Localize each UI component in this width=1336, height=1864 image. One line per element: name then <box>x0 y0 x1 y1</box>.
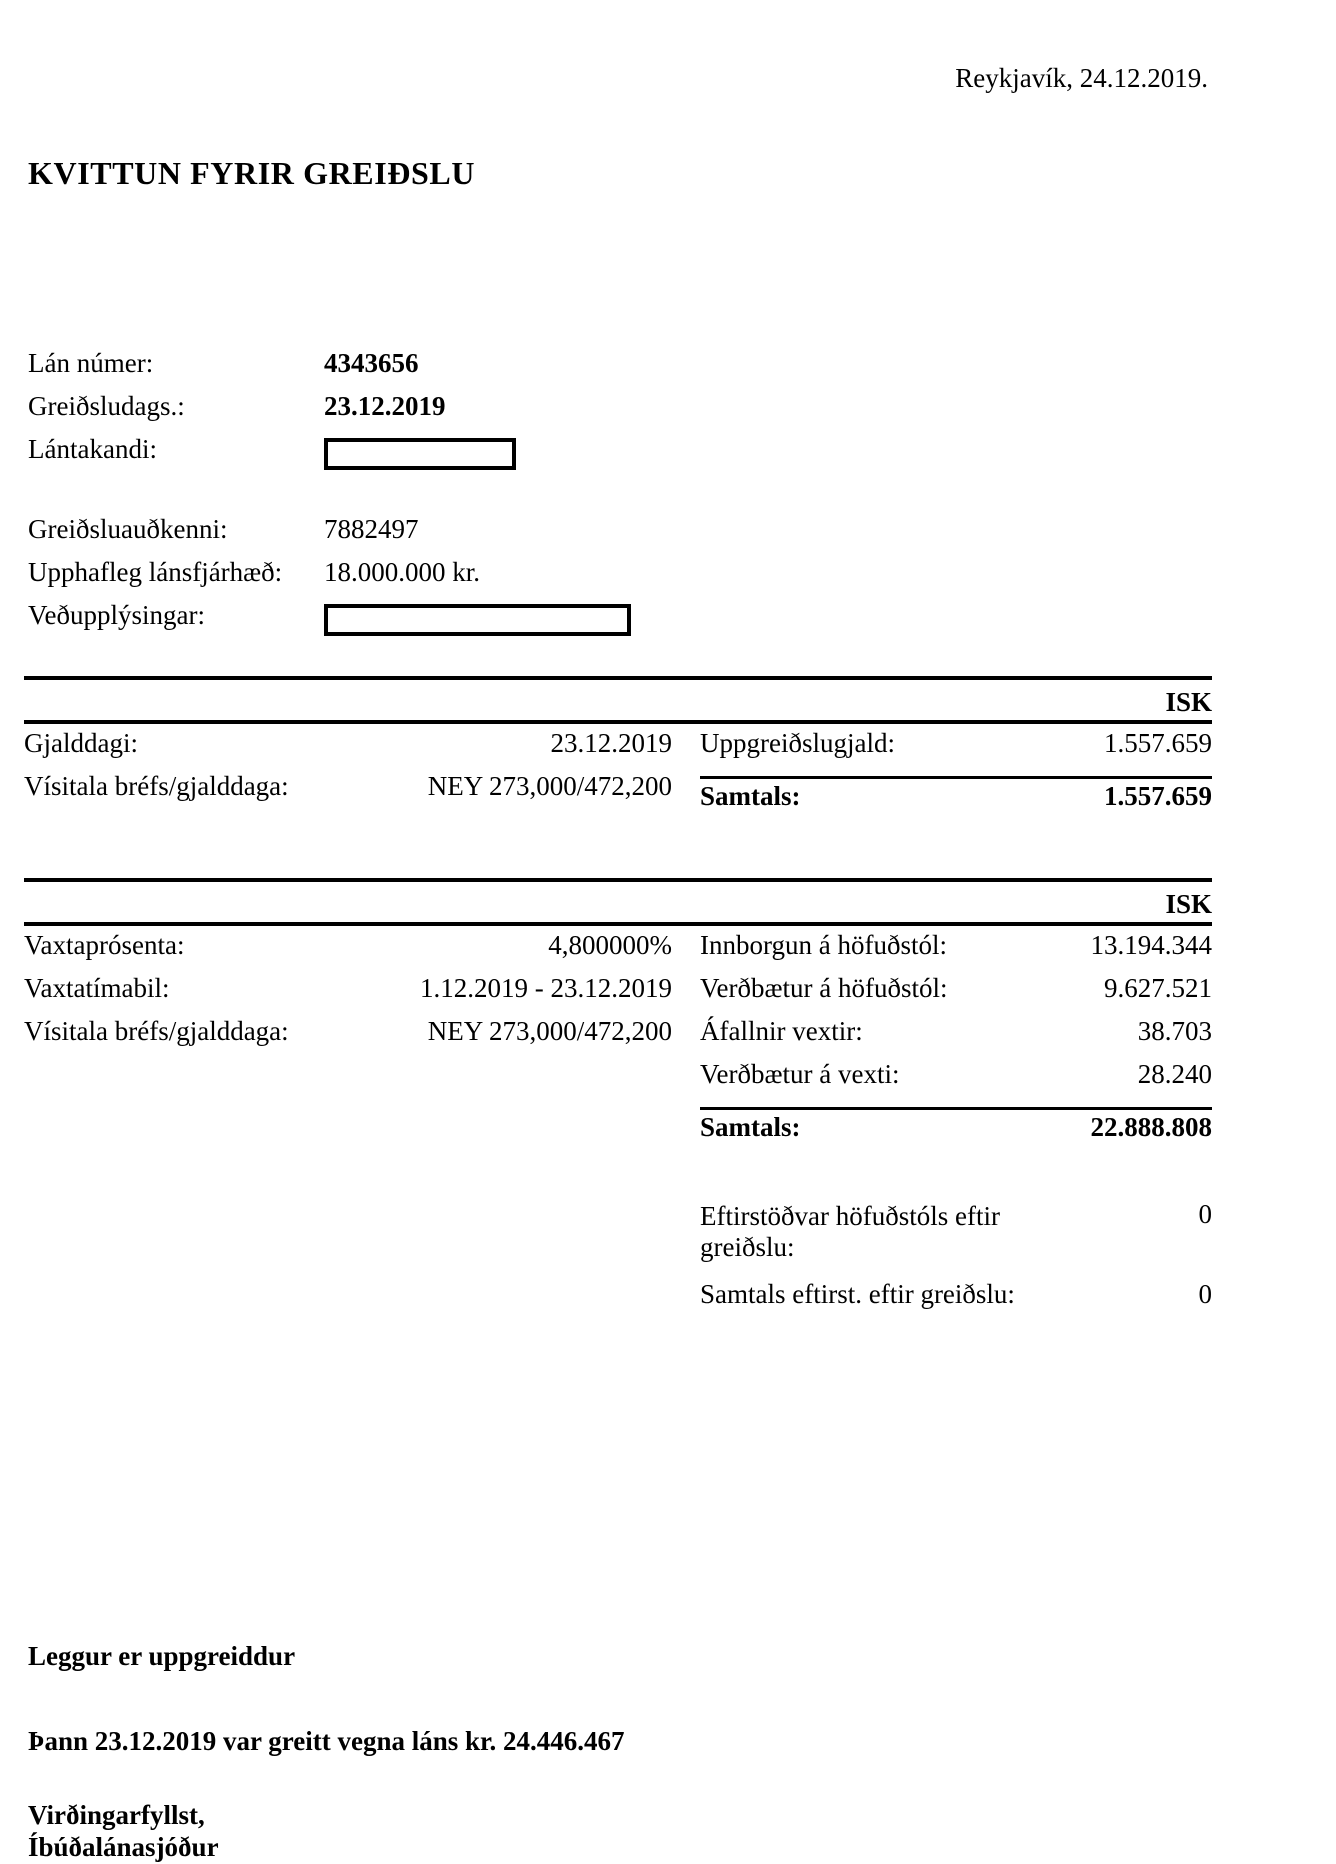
row-total-one <box>700 783 1212 826</box>
row-index-one <box>24 773 672 816</box>
status-note: Leggur er uppgreiddur <box>28 1641 296 1671</box>
label-principal-payment: Innborgun á höfuðstól: <box>700 930 947 960</box>
label-total-two: Samtals: <box>700 1112 801 1142</box>
value-index-one: NEY 273,000/472,200 <box>427 771 672 801</box>
section-one-right-column <box>672 730 1212 826</box>
currency-header-one: ISK <box>1165 687 1212 717</box>
value-interest-rate: 4,800000% <box>548 930 672 960</box>
value-payment-date: 23.12.2019 <box>324 391 446 421</box>
row-total-remaining <box>700 1281 1212 1324</box>
section-two-right-column <box>672 932 1212 1324</box>
row-principal-payment <box>700 932 1212 975</box>
payment-note: Þann 23.12.2019 var greitt vegna láns kr. 24.446.467 <box>28 1726 625 1756</box>
value-remaining-principal: 0 <box>1198 1199 1212 1229</box>
closing-block <box>28 1800 219 1864</box>
value-accrued-interest: 38.703 <box>1137 1016 1212 1046</box>
label-payment-date: Greiðsludags.: <box>28 391 185 421</box>
value-principal-payment: 13.194.344 <box>1090 930 1212 960</box>
value-due-date: 23.12.2019 <box>550 728 672 758</box>
section-one-currency-row <box>24 680 1212 720</box>
value-principal-indexation: 9.627.521 <box>1104 973 1212 1003</box>
label-interest-indexation: Verðbætur á vexti: <box>700 1059 900 1089</box>
loan-details-block <box>28 516 631 645</box>
label-payment-id: Greiðsluauðkenni: <box>28 514 228 544</box>
row-prepayment-fee <box>700 730 1212 773</box>
balance-spacer <box>700 1157 1212 1201</box>
currency-header-two: ISK <box>1165 889 1212 919</box>
label-remaining-principal: Eftirstöðvar höfuðstóls eftir greiðslu: <box>700 1201 1000 1263</box>
label-total-one: Samtals: <box>700 781 801 811</box>
value-prepayment-fee: 1.557.659 <box>1104 728 1212 758</box>
label-index-two: Vísitala bréfs/gjalddaga: <box>24 1016 289 1046</box>
value-original-amount: 18.000.000 kr. <box>324 557 481 587</box>
row-due-date <box>24 730 672 773</box>
section-two-left-column <box>24 932 672 1324</box>
label-borrower: Lántakandi: <box>28 434 157 464</box>
info-row-borrower <box>28 436 516 479</box>
place-and-date: Reykjavík, 24.12.2019. <box>955 63 1208 93</box>
label-interest-rate: Vaxtaprósenta: <box>24 930 185 960</box>
label-total-remaining: Samtals eftirst. eftir greiðslu: <box>700 1279 1015 1310</box>
label-due-date: Gjalddagi: <box>24 728 138 758</box>
label-loan-number: Lán númer: <box>28 348 154 378</box>
row-total-two <box>700 1114 1212 1157</box>
value-total-one: 1.557.659 <box>1104 781 1212 811</box>
row-index-two <box>24 1018 672 1061</box>
label-prepayment-fee: Uppgreiðslugjald: <box>700 728 895 758</box>
value-index-two: NEY 273,000/472,200 <box>427 1016 672 1046</box>
row-interest-rate <box>24 932 672 975</box>
info-row-original-amount <box>28 559 631 602</box>
section-one-total-rule <box>700 776 1212 779</box>
prepayment-fee-section <box>24 676 1212 826</box>
label-interest-period: Vaxtatímabil: <box>24 973 170 1003</box>
info-row-payment-date <box>28 393 516 436</box>
redaction-box-collateral <box>324 604 631 636</box>
row-remaining-principal <box>700 1201 1212 1263</box>
label-collateral: Veðupplýsingar: <box>28 600 205 630</box>
label-principal-indexation: Verðbætur á höfuðstól: <box>700 973 948 1003</box>
info-row-loan-number <box>28 350 516 393</box>
value-loan-number: 4343656 <box>324 348 419 378</box>
label-original-amount: Upphafleg lánsfjárhæð: <box>28 557 283 587</box>
label-accrued-interest: Áfallnir vextir: <box>700 1016 863 1046</box>
section-two-columns <box>24 926 1212 1324</box>
section-two-total-rule <box>700 1107 1212 1110</box>
section-two-currency-row <box>24 882 1212 922</box>
page-title: KVITTUN FYRIR GREIÐSLU <box>28 155 476 191</box>
row-interest-period <box>24 975 672 1018</box>
closing-organization: Íbúðalánasjóður <box>28 1831 219 1862</box>
info-row-collateral <box>28 602 631 645</box>
value-interest-period: 1.12.2019 - 23.12.2019 <box>420 973 672 1003</box>
section-one-columns <box>24 724 1212 826</box>
principal-interest-section <box>24 878 1212 1324</box>
value-payment-id: 7882497 <box>324 514 419 544</box>
row-interest-indexation <box>700 1061 1212 1104</box>
row-principal-indexation <box>700 975 1212 1018</box>
info-row-payment-id <box>28 516 631 559</box>
loan-identity-block <box>28 350 516 479</box>
value-interest-indexation: 28.240 <box>1137 1059 1212 1089</box>
section-one-left-column <box>24 730 672 826</box>
value-total-remaining: 0 <box>1198 1279 1212 1310</box>
row-accrued-interest <box>700 1018 1212 1061</box>
value-total-two: 22.888.808 <box>1090 1112 1212 1142</box>
closing-salutation: Virðingarfyllst, <box>28 1800 205 1830</box>
label-index-one: Vísitala bréfs/gjalddaga: <box>24 771 289 801</box>
redaction-box-borrower <box>324 438 516 470</box>
